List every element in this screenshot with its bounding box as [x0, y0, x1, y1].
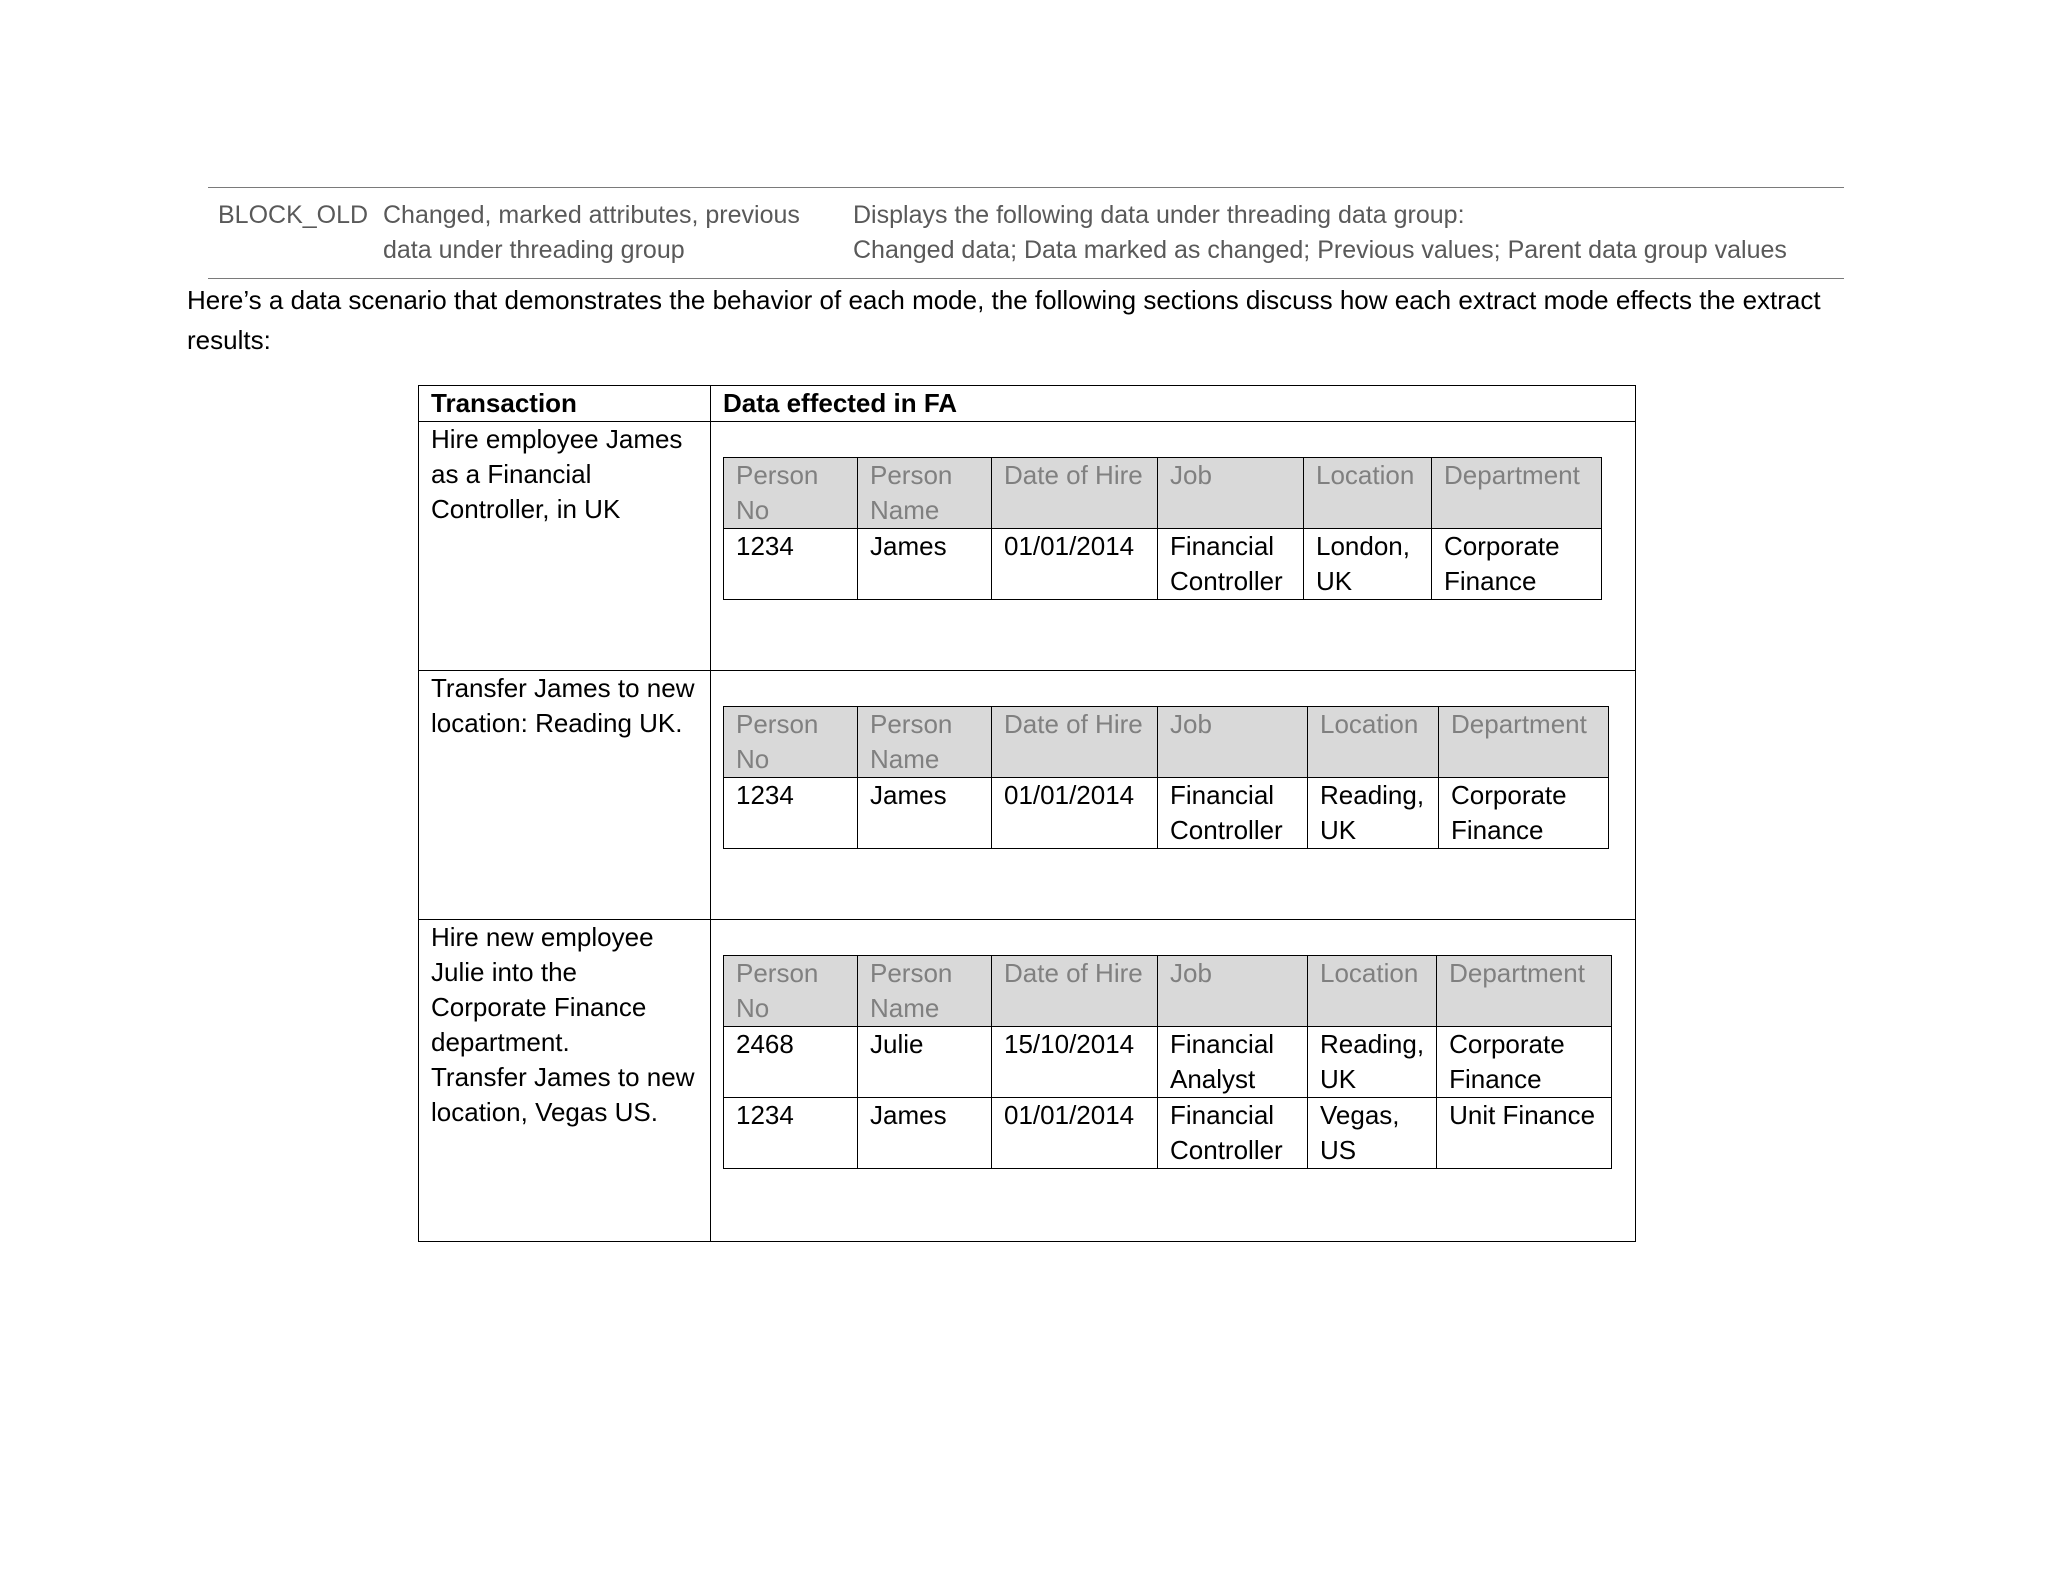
col-department: Department: [1432, 458, 1602, 529]
data-table: [723, 706, 1609, 849]
cell: Corporate Finance: [1432, 529, 1602, 600]
col-job: Job: [1158, 458, 1304, 529]
cell-changed: Unit Finance: [1437, 1098, 1612, 1169]
col-location: Location: [1308, 956, 1437, 1027]
cell: London, UK: [1304, 529, 1432, 600]
cell: Financial Controller: [1158, 778, 1308, 849]
mode-description: Displays the following data under threading data group: Changed data; Data marked as changed; Previous values; Parent data group values: [853, 201, 1787, 264]
data-table: [723, 955, 1612, 1169]
col-job: Job: [1158, 956, 1308, 1027]
header-transaction: Transaction: [419, 386, 711, 422]
table-row: [419, 671, 1636, 920]
transaction-cell: Hire employee James as a Financial Controller, in UK: [419, 422, 711, 671]
cell: Reading, UK: [1308, 1027, 1437, 1098]
mode-condition: Changed, marked attributes, previous data under threading group: [383, 201, 800, 264]
col-location: Location: [1304, 458, 1432, 529]
table-row: [724, 529, 1602, 600]
col-person-name: Person Name: [858, 707, 992, 778]
col-person-no: Person No: [724, 956, 858, 1027]
cell: James: [858, 778, 992, 849]
table-row: [419, 422, 1636, 671]
cell: 2468: [724, 1027, 858, 1098]
header-data-effected: Data effected in FA: [711, 386, 1636, 422]
col-date-of-hire: Date of Hire: [992, 956, 1158, 1027]
cell: James: [858, 1098, 992, 1169]
col-department: Department: [1437, 956, 1612, 1027]
mode-definition-row: [208, 187, 1844, 279]
table-row: [724, 778, 1609, 849]
scenario-table: [418, 385, 1636, 1242]
col-person-name: Person Name: [858, 956, 992, 1027]
cell: Corporate Finance: [1437, 1027, 1612, 1098]
table-row: [419, 920, 1636, 1242]
cell: 01/01/2014: [992, 529, 1158, 600]
data-table: [723, 457, 1602, 600]
transaction-cell: Hire new employee Julie into the Corporate Finance department. Transfer James to new location, Vegas US.: [419, 920, 711, 1242]
cell: 1234: [724, 778, 858, 849]
cell: 01/01/2014: [992, 1098, 1158, 1169]
cell: 1234: [724, 1098, 858, 1169]
table-row: [724, 1027, 1612, 1098]
col-date-of-hire: Date of Hire: [992, 458, 1158, 529]
col-person-no: Person No: [724, 707, 858, 778]
cell: Julie: [858, 1027, 992, 1098]
cell: Financial Analyst: [1158, 1027, 1308, 1098]
col-location: Location: [1308, 707, 1439, 778]
cell: Financial Controller: [1158, 529, 1304, 600]
cell: James: [858, 529, 992, 600]
col-date-of-hire: Date of Hire: [992, 707, 1158, 778]
cell: 15/10/2014: [992, 1027, 1158, 1098]
cell-changed: Vegas, US: [1308, 1098, 1437, 1169]
col-department: Department: [1439, 707, 1609, 778]
cell: Financial Controller: [1158, 1098, 1308, 1169]
col-job: Job: [1158, 707, 1308, 778]
mode-name: BLOCK_OLD: [218, 201, 369, 229]
cell: 01/01/2014: [992, 778, 1158, 849]
col-person-no: Person No: [724, 458, 858, 529]
col-person-name: Person Name: [858, 458, 992, 529]
intro-paragraph: Here’s a data scenario that demonstrates the behavior of each mode, the following sections discuss how each extract mode effects the extract results:: [187, 285, 1821, 355]
cell: 1234: [724, 529, 858, 600]
transaction-cell: Transfer James to new location: Reading UK.: [419, 671, 711, 920]
table-row: [724, 1098, 1612, 1169]
cell: Corporate Finance: [1439, 778, 1609, 849]
cell-changed: Reading, UK: [1308, 778, 1439, 849]
